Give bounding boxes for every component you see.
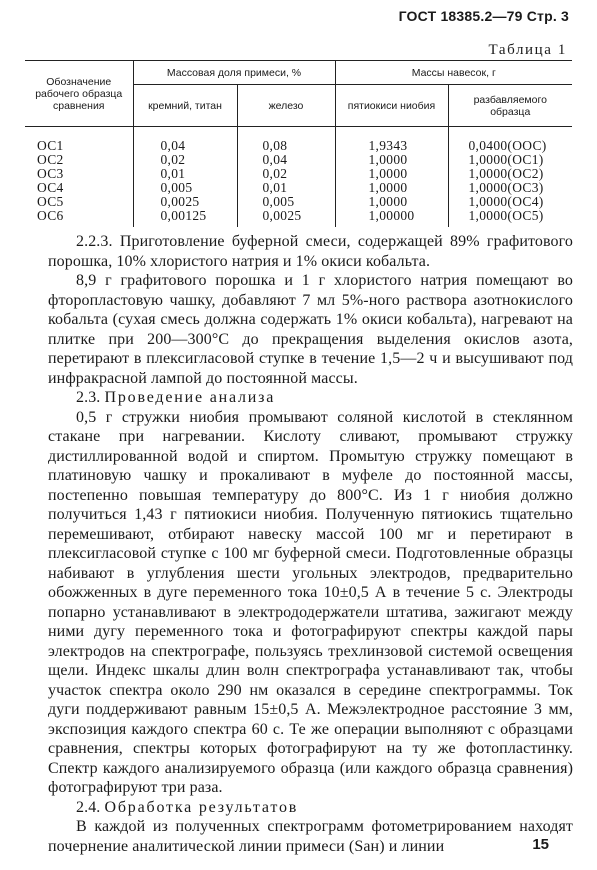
section-number: 2.4. xyxy=(76,798,101,816)
section-heading-analysis xyxy=(48,388,573,408)
section-number: 2.3. xyxy=(76,389,101,406)
row-si-ti: 0,00125 xyxy=(133,209,237,223)
row-nb2o5: 1,0000 xyxy=(335,181,448,195)
data-table xyxy=(25,60,572,227)
row-diluted: 1,0000(ОС3) xyxy=(468,179,544,195)
section-title: Обработка результатов xyxy=(104,798,299,816)
row-nb2o5: 1,0000 xyxy=(335,167,448,181)
row-name: ОС5 xyxy=(25,195,133,209)
row-fe: 0,02 xyxy=(237,167,335,181)
row-fe: 0,0025 xyxy=(237,209,335,223)
row-si-ti: 0,01 xyxy=(133,167,237,181)
section-title: Проведение анализа xyxy=(104,389,276,406)
body-text xyxy=(48,232,573,856)
row-si-ti: 0,04 xyxy=(133,139,237,153)
row-fe: 0,01 xyxy=(237,181,335,195)
paragraph-results: В каждой из полученных спектрограмм фотометрированием находят почернение аналитической линии примеси (Sан) и линии xyxy=(48,818,573,855)
row-fe: 0,04 xyxy=(237,153,335,167)
row-diluted: 1,0000(ОС1) xyxy=(468,151,544,167)
table-row xyxy=(25,195,572,209)
row-fe: 0,005 xyxy=(237,195,335,209)
row-name: ОС4 xyxy=(25,181,133,195)
table-caption: Таблица 1 xyxy=(488,42,567,58)
row-fe: 0,08 xyxy=(237,139,335,153)
table-row xyxy=(25,167,572,181)
row-nb2o5: 1,9343 xyxy=(335,139,448,153)
row-diluted: 1,0000(ОС4) xyxy=(468,193,544,209)
header-designation: Обозначение рабочего образца сравнения xyxy=(25,61,133,127)
row-name: ОС6 xyxy=(25,209,133,223)
header-fe: железо xyxy=(237,85,335,127)
row-diluted: 0,0400(ООС) xyxy=(468,137,547,153)
row-name: ОС1 xyxy=(25,139,133,153)
header-nb2o5: пятиокиси ниобия xyxy=(335,85,448,127)
table-row xyxy=(25,153,572,167)
row-name: ОС3 xyxy=(25,167,133,181)
row-diluted: 1,0000(ОС5) xyxy=(468,207,544,223)
header-mass-group: Массы навесок, г xyxy=(335,61,572,85)
row-name: ОС2 xyxy=(25,153,133,167)
row-diluted: 1,0000(ОС2) xyxy=(468,165,544,181)
page-number: 15 xyxy=(532,836,549,853)
row-si-ti: 0,005 xyxy=(133,181,237,195)
row-nb2o5: 1,00000 xyxy=(335,209,448,223)
header-diluted: разбавляемого образца xyxy=(448,85,572,127)
table-row xyxy=(25,139,572,153)
paragraph-buffer-procedure: 8,9 г графитового порошка и 1 г хлористого натрия помещают во фторопластовую чашку, добавляют 7 мл 5%-ного раствора азотнокислого кобальта (сухая смесь должна содержать 1% окиси кобальта), нагревают на плитке при 200—300°C до прекращения выделения окислов азота, перетирают в плексигласовой ступке в течение 1,5—2 ч и высушивают под инфракрасной лампой до постоянной массы. xyxy=(48,272,573,387)
row-nb2o5: 1,0000 xyxy=(335,195,448,209)
page-header: ГОСТ 18385.2—79 Стр. 3 xyxy=(398,8,569,24)
table-row xyxy=(25,209,572,223)
header-si-ti: кремний, титан xyxy=(133,85,237,127)
header-impurity-group: Массовая доля примеси, % xyxy=(133,61,335,85)
paragraph-buffer-prep: 2.2.3. Приготовление буферной смеси, содержащей 89% графитового порошка, 10% хлористого натрия и 1% окиси кобальта. xyxy=(48,233,573,270)
table-row xyxy=(25,181,572,195)
row-si-ti: 0,02 xyxy=(133,153,237,167)
section-heading-results xyxy=(48,798,573,818)
paragraph-analysis: 0,5 г стружки ниобия промывают соляной кислотой в стеклянном стакане при нагревании. Кислоту сливают, промывают стружку дистиллированной водой и спиртом. Промытую стружку помещают в платиновую чашку и прокаливают в муфеле до постоянной массы, постепенно повышая температуру до 800°C. Из 1 г ниобия должно получиться 1,43 г пятиокиси ниобия. Полученную пятиокись тщательно перемешивают, отбирают навеску массой 100 мг и перетирают в плексигласовой ступке с 100 мг буферной смеси. Подготовленные образцы набивают в углубления шести угольных электродов, предварительно обожженных в дуге переменного тока 10±0,5 А в течение 5 с. Электроды попарно устанавливают в электрододержатели штатива, зажигают между ними дугу переменного тока и фотографируют спектры каждой пары электродов на спектрографе, пользуясь трехлинзовой системой освещения щели. Индекс шкалы длин волн спектрографа устанавливают так, чтобы участок спектра около 290 нм оказался в середине спектрограммы. Ток дуги поддерживают равным 15±0,5 А. Межэлектродное расстояние 3 мм, экспозиция каждого спектра 60 с. Те же операции выполняют с образцами сравнения, спектры которых фотографируют на ту же фотопластинку. Спектр каждого анализируемого образца (или каждого образца сравнения) фотографируют три раза. xyxy=(48,408,573,796)
row-si-ti: 0,0025 xyxy=(133,195,237,209)
row-nb2o5: 1,0000 xyxy=(335,153,448,167)
